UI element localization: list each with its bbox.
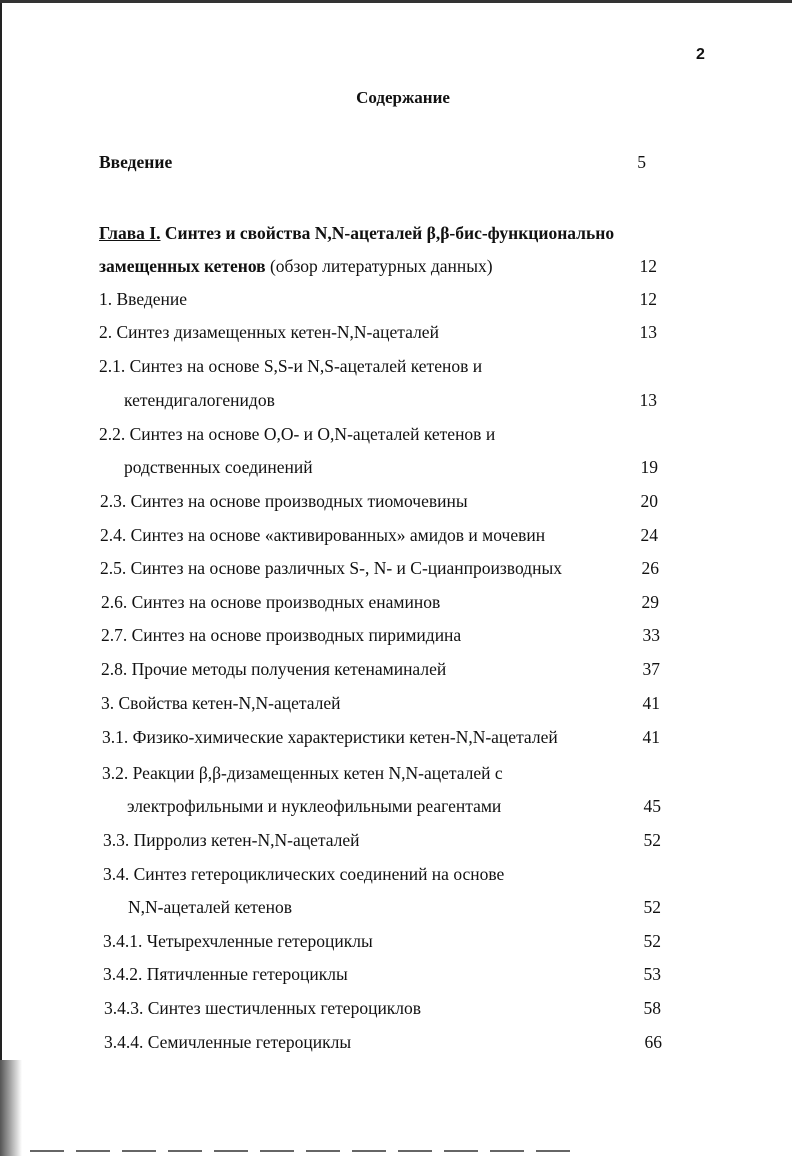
toc-chapter-page: 12: [639, 256, 657, 276]
toc-entry: 2. Синтез дизамещенных кетен-N,N-ацеталей: [99, 322, 439, 342]
toc-chapter-subtitle: [99, 256, 493, 277]
toc-entry: 1. Введение: [99, 289, 188, 309]
toc-entry: 2.1. Синтез на основе S,S-и N,S-ацеталей кетенов и: [99, 356, 483, 376]
toc-entry-page: 37: [642, 659, 660, 679]
chapter-label: Глава I.: [99, 223, 161, 243]
toc-entry-page: 41: [642, 727, 660, 747]
chapter-title-line2: замещенных кетенов: [99, 256, 266, 276]
chapter-title-line1: Синтез и свойства N,N-ацеталей β,β-бис-функционально: [160, 223, 615, 243]
scan-left-edge: [0, 0, 2, 1156]
toc-entry-page: 26: [641, 558, 659, 578]
toc-entry: 3.1. Физико-химические характеристики кетен-N,N-ацеталей: [102, 727, 558, 747]
page-number: 2: [696, 46, 705, 63]
toc-entry-page: 53: [643, 964, 661, 984]
scan-bottom-artifact: [30, 1150, 570, 1152]
toc-entry: 3.3. Пирролиз кетен-N,N-ацеталей: [103, 830, 360, 850]
toc-entry-page: 13: [639, 390, 657, 410]
toc-entry: 3. Свойства кетен-N,N-ацеталей: [101, 693, 341, 713]
toc-entry: 2.6. Синтез на основе производных енаминов: [101, 592, 441, 612]
toc-entry: 3.4.1. Четырехчленные гетероциклы: [103, 931, 373, 951]
toc-entry-page: 45: [643, 796, 661, 816]
toc-entry: 2.4. Синтез на основе «активированных» амидов и мочевин: [100, 525, 546, 545]
toc-entry-page: 24: [640, 525, 658, 545]
toc-entry-page: 52: [643, 931, 661, 951]
toc-entry-page: 41: [642, 693, 660, 713]
toc-entry: 2.8. Прочие методы получения кетенаминалей: [101, 659, 447, 679]
toc-entry-page: 52: [643, 830, 661, 850]
toc-entry-page: 19: [640, 457, 658, 477]
toc-entry-page: 66: [644, 1032, 662, 1052]
toc-entry: кетендигалогенидов: [124, 390, 275, 410]
toc-intro-label: Введение: [99, 152, 173, 172]
toc-entry: 2.7. Синтез на основе производных пиримидина: [101, 625, 462, 645]
toc-entry: электрофильными и нуклеофильными реагентами: [127, 796, 502, 816]
toc-entry-page: 12: [639, 289, 657, 309]
toc-entry: 3.4.4. Семичленные гетероциклы: [104, 1032, 352, 1052]
page-title: Содержание: [356, 88, 450, 107]
chapter-title-note: (обзор литературных данных): [265, 256, 493, 276]
toc-entry-page: 58: [643, 998, 661, 1018]
scan-top-edge: [0, 0, 792, 3]
scan-shadow: [0, 1060, 22, 1156]
toc-entry: 2.5. Синтез на основе различных S-, N- и С-цианпроизводных: [100, 558, 562, 578]
toc-entry: 3.4.3. Синтез шестичленных гетероциклов: [104, 998, 422, 1018]
toc-entry-page: 33: [642, 625, 660, 645]
toc-intro-page: 5: [637, 152, 646, 172]
toc-entry: 3.4.2. Пятичленные гетероциклы: [103, 964, 348, 984]
toc-entry: 3.2. Реакции β,β-дизамещенных кетен N,N-ацеталей с: [102, 763, 503, 783]
toc-entry-page: 29: [641, 592, 659, 612]
toc-entry: 2.2. Синтез на основе O,O- и O,N-ацеталей кетенов и: [99, 424, 496, 444]
toc-entry: 2.3. Синтез на основе производных тиомочевины: [100, 491, 468, 511]
toc-entry-page: 52: [643, 897, 661, 917]
toc-entry-page: 20: [640, 491, 658, 511]
toc-entry: родственных соединений: [124, 457, 313, 477]
toc-entry-page: 13: [639, 322, 657, 342]
toc-entry: N,N-ацеталей кетенов: [128, 897, 293, 917]
toc-chapter-title: [99, 223, 614, 244]
toc-entry: 3.4. Синтез гетероциклических соединений на основе: [103, 864, 505, 884]
